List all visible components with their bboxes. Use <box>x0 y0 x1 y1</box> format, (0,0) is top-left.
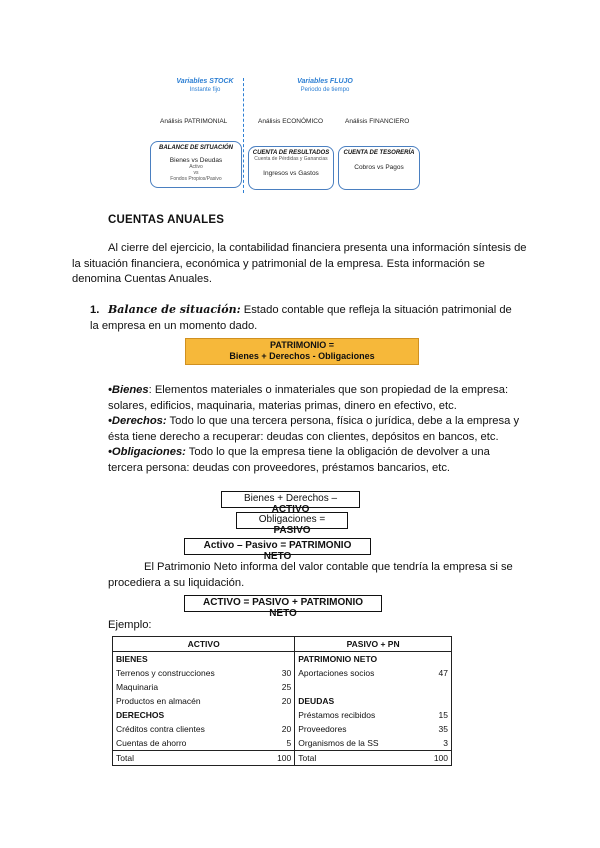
table-row <box>113 708 452 722</box>
balance-box-line2: Activo <box>189 164 203 170</box>
equation-activo <box>221 491 360 515</box>
resultados-box-title: CUENTA DE RESULTADOS <box>252 150 330 156</box>
balance-box-line4: Fondos Propios/Pasivo <box>170 176 222 182</box>
pasivo-label: Préstamos recibidos <box>298 710 376 720</box>
activo-value: 20 <box>258 694 295 708</box>
patrimonio-neto-paragraph: El Patrimonio Neto informa del valor contable que tendría la empresa si se procediera a su liquidación. <box>108 561 513 589</box>
intro-paragraph: Al cierre del ejercicio, la contabilidad financiera presenta una información síntesis de la situación financiera, económica y patrimonial de la empresa. Esta información se denomina Cuentas Anuales. <box>72 242 527 285</box>
bullet-derechos-label: •Derechos: <box>108 415 167 427</box>
activo-label: Terrenos y construcciones <box>116 668 215 678</box>
pasivo-value: 15 <box>438 710 448 720</box>
analisis-financiero: Análisis FINANCIERO <box>345 118 410 125</box>
bullet-derechos-text: Todo lo que una tercera persona, física o jurídica, debe a la empresa y ésta tiene derecho a recuperar: deudas con clientes, depósitos en bancos, etc. <box>108 415 520 443</box>
pasivo-label: PATRIMONIO NETO <box>298 654 378 664</box>
bullet-obligaciones-text: Todo lo que la empresa tiene la obligación de devolver a una tercera persona: deudas con proveedores, préstamos bancarios, etc. <box>108 446 490 474</box>
resultados-box-line1: Cuenta de Pérdidas y Ganancias <box>254 156 328 162</box>
definitions <box>108 383 523 476</box>
stock-subtitle: Instante fijo <box>189 87 221 93</box>
divider-line <box>243 78 244 193</box>
bullet-bienes-text: : Elementos materiales o inmateriales que son propiedad de la empresa: solares, edificios, maquinaria, materias primas, dinero en efectivo, etc. <box>108 384 509 412</box>
balance-item <box>90 302 520 334</box>
total-label-left: Total <box>116 753 134 763</box>
header-activo: ACTIVO <box>113 637 295 652</box>
activo-value: 25 <box>258 680 295 694</box>
table-row <box>113 694 452 708</box>
pasivo-value <box>415 694 452 708</box>
item-text: Estado contable que refleja la situación patrimonial de la empresa en un momento dado. <box>90 304 512 332</box>
activo-value: 20 <box>258 722 295 736</box>
activo-label: Productos en almacén <box>116 696 201 706</box>
analisis-economico: Análisis ECONÓMICO <box>258 118 324 125</box>
equation-pasivo <box>236 512 348 536</box>
table-header-row <box>113 637 452 652</box>
flujo-title: Variables FLUJO <box>297 78 353 85</box>
bullet-obligaciones-label: •Obligaciones: <box>108 446 186 458</box>
activo-label: BIENES <box>116 654 148 664</box>
activo-value: 5 <box>258 736 295 751</box>
resultados-box <box>248 146 334 190</box>
ejemplo-label: Ejemplo: <box>108 619 152 631</box>
equation-activo-text: Bienes + Derechos – <box>243 493 338 504</box>
tesoreria-box-line1: Cobros vs Pagos <box>354 164 404 171</box>
item-title: Balance de situación: <box>108 303 241 316</box>
pasivo-label: Organismos de la SS <box>298 738 379 748</box>
equation-balance: ACTIVO = PASIVO + PATRIMONIO NETO <box>184 595 382 612</box>
pasivo-label: Proveedores <box>298 724 347 734</box>
table-row <box>113 722 452 736</box>
equation-patrimonio-neto: Activo – Pasivo = PATRIMONIO NETO <box>184 538 371 555</box>
activo-value <box>258 708 295 722</box>
pasivo-label: Aportaciones socios <box>298 668 375 678</box>
patrimonio-line1: PATRIMONIO = <box>270 340 334 350</box>
pasivo-label: DEUDAS <box>298 696 335 706</box>
table-row <box>113 736 452 751</box>
pasivo-label <box>295 680 415 694</box>
balance-box <box>150 141 242 188</box>
flujo-subtitle: Periodo de tiempo <box>300 87 350 93</box>
patrimonio-line2: Bienes + Derechos - Obligaciones <box>229 351 375 361</box>
total-value-right: 100 <box>433 753 448 763</box>
resultados-box-line2: Ingresos vs Gastos <box>263 170 319 177</box>
pasivo-value: 47 <box>438 668 448 678</box>
section-heading: CUENTAS ANUALES <box>108 214 225 226</box>
bullet-bienes-label: •Bienes <box>108 384 149 396</box>
total-value-left: 100 <box>258 751 295 766</box>
table-row <box>113 666 452 680</box>
example-table <box>112 636 452 766</box>
activo-value <box>258 652 295 667</box>
activo-value: 30 <box>258 666 295 680</box>
header-pasivo-pn: PASIVO + PN <box>346 639 400 649</box>
tesoreria-box <box>338 146 420 190</box>
bullet-obligaciones <box>108 445 523 476</box>
patrimonio-box <box>185 338 419 365</box>
bullet-derechos <box>108 414 523 445</box>
activo-label: Maquinaria <box>116 682 159 692</box>
activo-label: Cuentas de ahorro <box>116 738 187 748</box>
pasivo-value: 3 <box>443 738 448 748</box>
equation-pasivo-text: Obligaciones = <box>258 514 326 525</box>
pasivo-value <box>415 652 452 667</box>
pasivo-value <box>415 680 452 694</box>
bullet-bienes <box>108 383 523 414</box>
table-body <box>113 652 452 751</box>
tesoreria-box-title: CUENTA DE TESORERÍA <box>343 150 415 156</box>
equation-activo-bold: ACTIVO <box>271 504 310 515</box>
activo-label: Créditos contra clientes <box>116 724 205 734</box>
total-label-right: Total <box>298 753 317 763</box>
stock-title: Variables STOCK <box>176 78 234 85</box>
balance-box-line3: vs <box>193 170 199 176</box>
balance-box-title: BALANCE DE SITUACIÓN <box>158 145 233 151</box>
balance-box-line1: Bienes vs Deudas <box>169 157 223 164</box>
equation-pasivo-bold: PASIVO <box>273 525 311 536</box>
item-number: 1. <box>90 304 100 316</box>
table-row <box>113 680 452 694</box>
analisis-patrimonial: Análisis PATRIMONIAL <box>160 118 228 125</box>
table-row <box>113 652 452 667</box>
table-total-row <box>113 751 452 766</box>
pasivo-value: 35 <box>438 724 448 734</box>
activo-label: DERECHOS <box>116 710 165 720</box>
